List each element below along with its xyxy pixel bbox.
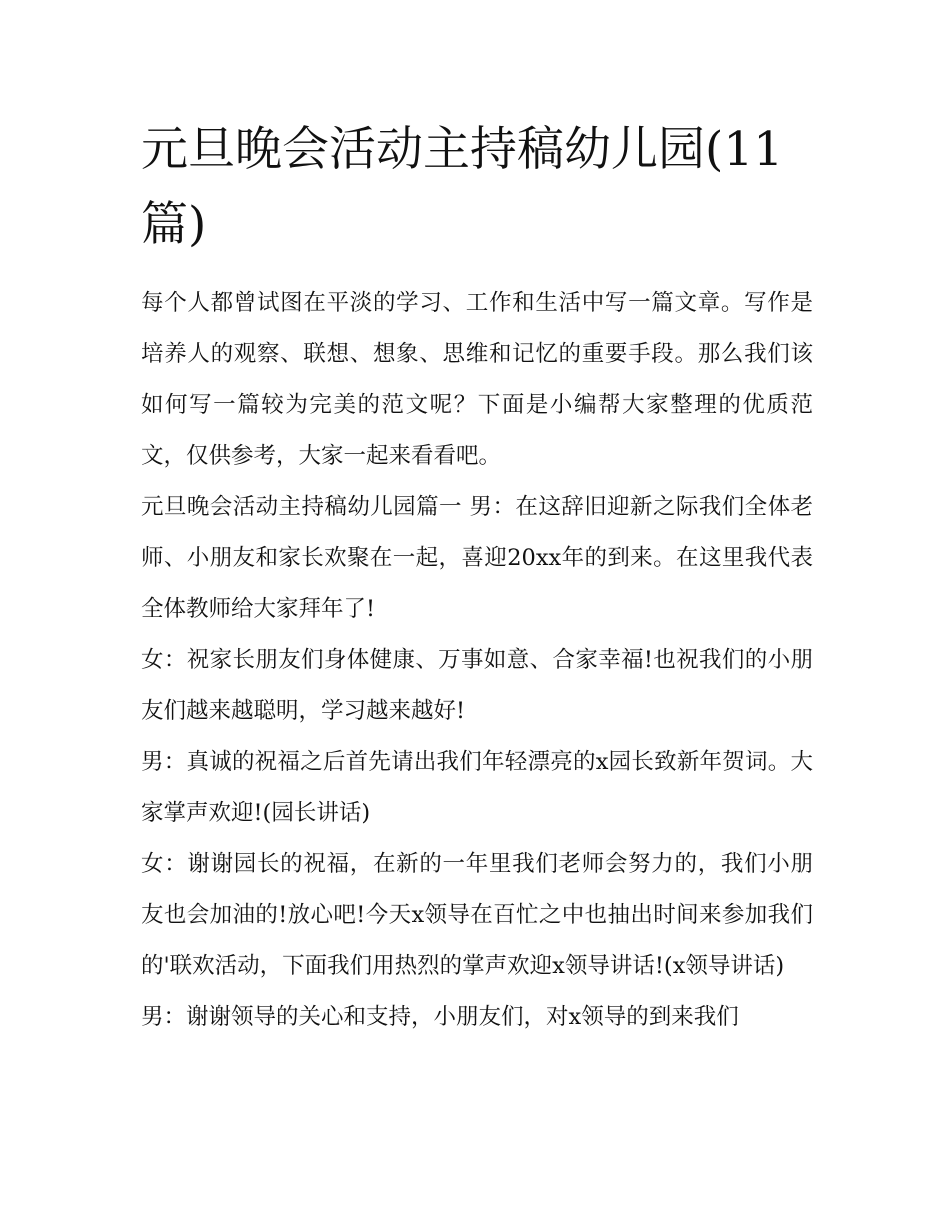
paragraph-female-blessing: 女：祝家长朋友们身体健康、万事如意、合家幸福!也祝我们的小朋友们越来越聪明，学习越来越好! <box>141 647 813 724</box>
paragraph-intro: 每个人都曾试图在平淡的学习、工作和生活中写一篇文章。写作是培养人的观察、联想、想象、思维和记忆的重要手段。那么我们该如何写一篇较为完美的范文呢？下面是小编帮大家整理的优质范文，仅供参考，大家一起来看看吧。 <box>141 290 813 469</box>
document-title: 元旦晚会活动主持稿幼儿园(11篇) <box>141 122 784 252</box>
document-body <box>141 278 813 1043</box>
paragraph-male-principal: 男：真诚的祝福之后首先请出我们年轻漂亮的x园长致新年贺词。大家掌声欢迎!(园长讲话) <box>141 749 813 826</box>
paragraph-opening: 元旦晚会活动主持稿幼儿园篇一 男：在这辞旧迎新之际我们全体老师、小朋友和家长欢聚在一起，喜迎20xx年的到来。在这里我代表全体教师给大家拜年了! <box>141 494 813 622</box>
paragraph-female-leader: 女：谢谢园长的祝福，在新的一年里我们老师会努力的，我们小朋友也会加油的!放心吧!今天x领导在百忙之中也抽出时间来参加我们的'联欢活动，下面我们用热烈的掌声欢迎x领导讲话!(x领导讲话) <box>141 851 813 979</box>
document-page <box>141 112 813 1043</box>
paragraph-male-thanks: 男：谢谢领导的关心和支持，小朋友们，对x领导的到来我们 <box>141 1004 739 1030</box>
